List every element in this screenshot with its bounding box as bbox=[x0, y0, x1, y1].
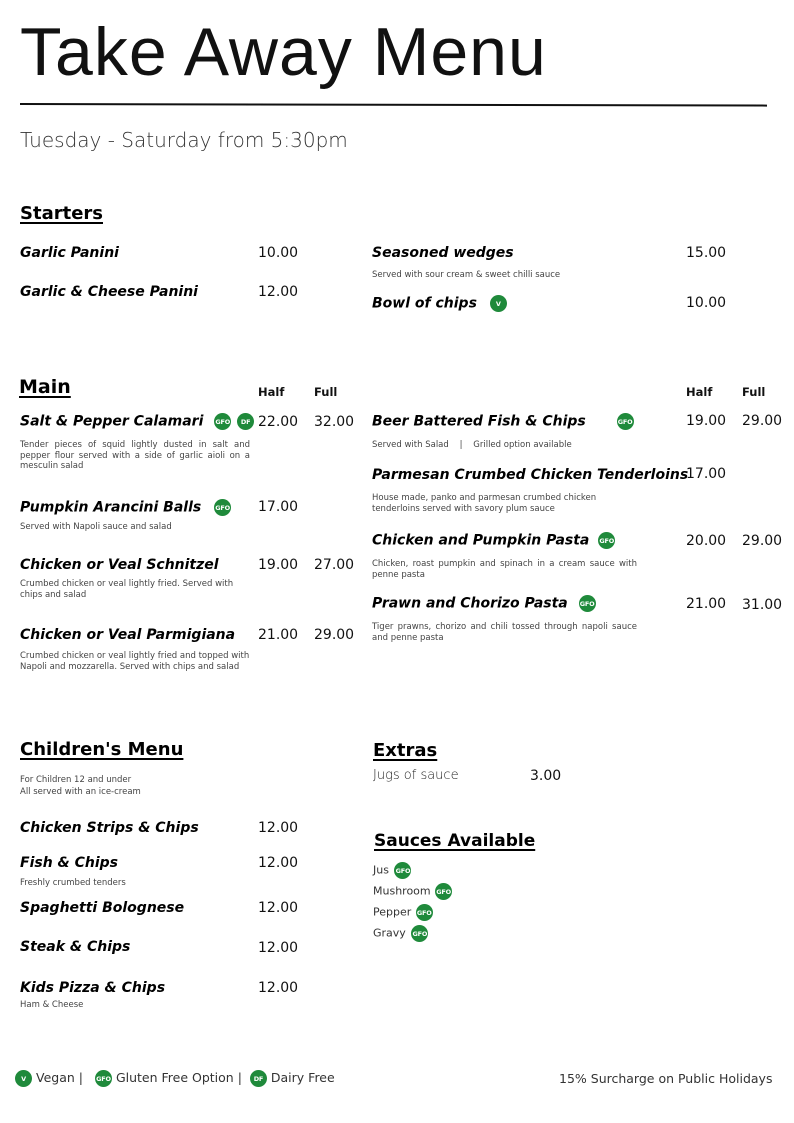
menu-item-name: Chicken or Veal Schnitzel bbox=[20, 557, 219, 573]
menu-item-description: Ham & Cheese bbox=[20, 1000, 84, 1010]
menu-item-price: 15.00 bbox=[686, 245, 727, 261]
childrens-note: All served with an ice-cream bbox=[20, 787, 141, 797]
menu-item-price-half: 17.00 bbox=[686, 466, 727, 482]
menu-item-price: 12.00 bbox=[258, 900, 299, 916]
dairy-free-badge-icon: DF bbox=[237, 413, 254, 430]
column-header-half: Half bbox=[686, 385, 713, 399]
menu-item-description: Served with Napoli sauce and salad bbox=[20, 522, 172, 532]
column-header-half: Half bbox=[258, 385, 285, 399]
menu-item-price-half: 17.00 bbox=[258, 499, 299, 515]
menu-item-name bbox=[372, 413, 634, 430]
menu-item-price-full: 32.00 bbox=[314, 414, 355, 430]
gluten-free-option-badge-icon: GFO bbox=[394, 862, 411, 879]
childrens-menu-heading: Children's Menu bbox=[20, 739, 184, 760]
menu-item-price-full: 29.00 bbox=[742, 413, 783, 429]
menu-item-price-full: 29.00 bbox=[314, 627, 355, 643]
gluten-free-option-badge-icon: GFO bbox=[214, 413, 231, 430]
menu-item-price: 12.00 bbox=[258, 940, 299, 956]
menu-item-price-half: 22.00 bbox=[258, 414, 299, 430]
menu-item-name: Seasoned wedges bbox=[372, 245, 514, 261]
menu-item-name bbox=[372, 532, 615, 549]
gluten-free-option-badge-icon: GFO bbox=[435, 883, 452, 900]
extra-item-name: Jugs of sauce bbox=[373, 768, 459, 783]
gluten-free-option-badge-icon: GFO bbox=[95, 1070, 112, 1087]
gluten-free-option-badge-icon: GFO bbox=[579, 595, 596, 612]
menu-item-price: 10.00 bbox=[686, 295, 727, 311]
dairy-free-badge-icon: DF bbox=[250, 1070, 267, 1087]
gluten-free-option-badge-icon: GFO bbox=[617, 413, 634, 430]
column-header-full: Full bbox=[742, 385, 766, 399]
vegan-badge-icon: V bbox=[15, 1070, 32, 1087]
menu-item-price: 12.00 bbox=[258, 284, 299, 300]
menu-item-price-full: 27.00 bbox=[314, 557, 355, 573]
childrens-note: For Children 12 and under bbox=[20, 775, 132, 785]
menu-item-name: Chicken or Veal Parmigiana bbox=[20, 627, 236, 643]
gluten-free-option-badge-icon: GFO bbox=[416, 904, 433, 921]
sauce-name: Jus bbox=[373, 863, 389, 877]
gluten-free-option-badge-icon: GFO bbox=[214, 499, 231, 516]
menu-item-description: Freshly crumbed tenders bbox=[20, 878, 126, 888]
menu-item-description: Crumbed chicken or veal lightly fried and topped with Napoli and mozzarella. Served with chips and salad bbox=[20, 651, 250, 672]
legend-df-label: Dairy Free bbox=[270, 1070, 335, 1085]
sauce-item bbox=[373, 925, 428, 942]
vegan-badge-icon: V bbox=[490, 295, 507, 312]
sauce-item bbox=[373, 883, 452, 900]
menu-item-price-full: 31.00 bbox=[742, 597, 783, 613]
menu-item-price-half: 20.00 bbox=[686, 533, 727, 549]
dietary-legend bbox=[15, 1070, 335, 1087]
sauce-name: Mushroom bbox=[373, 884, 431, 898]
menu-item-description: Tiger prawns, chorizo and chili tossed through napoli sauce and penne pasta bbox=[372, 622, 637, 643]
sauce-item bbox=[373, 904, 433, 921]
legend-gfo-label: Gluten Free Option | bbox=[115, 1070, 242, 1085]
menu-item-name bbox=[20, 413, 254, 430]
menu-item-name-text: Prawn and Chorizo Pasta bbox=[372, 595, 568, 612]
column-header-full: Full bbox=[314, 385, 338, 399]
extras-heading: Extras bbox=[373, 740, 438, 761]
legend-vegan-label: Vegan | bbox=[35, 1070, 83, 1085]
menu-item-description: Served with sour cream & sweet chilli sauce bbox=[372, 270, 561, 280]
menu-item-description: Served with Salad | Grilled option available bbox=[372, 440, 572, 450]
menu-item-name-text: Chicken and Pumpkin Pasta bbox=[372, 532, 590, 549]
gluten-free-option-badge-icon: GFO bbox=[598, 532, 615, 549]
menu-item-description: Chicken, roast pumpkin and spinach in a cream sauce with penne pasta bbox=[372, 559, 637, 580]
menu-item-name-text: Bowl of chips bbox=[372, 295, 477, 312]
opening-hours: Tuesday - Saturday from 5:30pm bbox=[20, 128, 348, 152]
main-heading: Main bbox=[19, 376, 71, 398]
menu-item-name: Spaghetti Bolognese bbox=[20, 900, 185, 916]
starters-heading: Starters bbox=[20, 203, 103, 224]
menu-item-name: Fish & Chips bbox=[20, 855, 119, 871]
menu-item-price-half: 21.00 bbox=[686, 596, 727, 612]
menu-item-price: 10.00 bbox=[258, 245, 299, 261]
menu-item-price: 12.00 bbox=[258, 820, 299, 836]
surcharge-note: 15% Surcharge on Public Holidays bbox=[559, 1071, 773, 1086]
page-title: Take Away Menu bbox=[20, 14, 547, 90]
menu-item-price: 12.00 bbox=[258, 980, 299, 996]
menu-item-price-full: 29.00 bbox=[742, 533, 783, 549]
menu-item-name: Kids Pizza & Chips bbox=[20, 980, 166, 996]
menu-item-description: Crumbed chicken or veal lightly fried. Served with chips and salad bbox=[20, 579, 234, 600]
menu-item-name-text: Salt & Pepper Calamari bbox=[20, 413, 204, 430]
menu-item-price-half: 21.00 bbox=[258, 627, 299, 643]
menu-item-name-text: Pumpkin Arancini Balls bbox=[20, 499, 202, 516]
menu-item-description: House made, panko and parmesan crumbed chicken tenderloins served with savory plum sauce bbox=[372, 493, 597, 514]
menu-item-name bbox=[372, 295, 507, 312]
menu-item-name: Chicken Strips & Chips bbox=[20, 820, 199, 836]
sauce-name: Gravy bbox=[373, 926, 406, 940]
menu-item-price-half: 19.00 bbox=[686, 413, 727, 429]
menu-item-name: Garlic Panini bbox=[20, 245, 119, 261]
extra-item-price: 3.00 bbox=[530, 768, 562, 784]
menu-item-description: Tender pieces of squid lightly dusted in salt and pepper flour served with a side of garlic aioli on a mesculin salad bbox=[20, 440, 250, 472]
sauces-heading: Sauces Available bbox=[374, 831, 536, 851]
menu-item-price-half: 19.00 bbox=[258, 557, 299, 573]
menu-item-price: 12.00 bbox=[258, 855, 299, 871]
menu-item-name: Garlic & Cheese Panini bbox=[20, 284, 198, 300]
menu-item-name bbox=[372, 595, 596, 612]
title-divider bbox=[20, 103, 767, 107]
menu-item-name: Parmesan Crumbed Chicken Tenderloins bbox=[372, 467, 689, 483]
sauce-item bbox=[373, 862, 411, 879]
menu-item-name bbox=[20, 499, 231, 516]
gluten-free-option-badge-icon: GFO bbox=[411, 925, 428, 942]
sauce-name: Pepper bbox=[373, 905, 412, 919]
menu-item-name-text: Beer Battered Fish & Chips bbox=[372, 413, 586, 430]
menu-item-name: Steak & Chips bbox=[20, 939, 131, 955]
